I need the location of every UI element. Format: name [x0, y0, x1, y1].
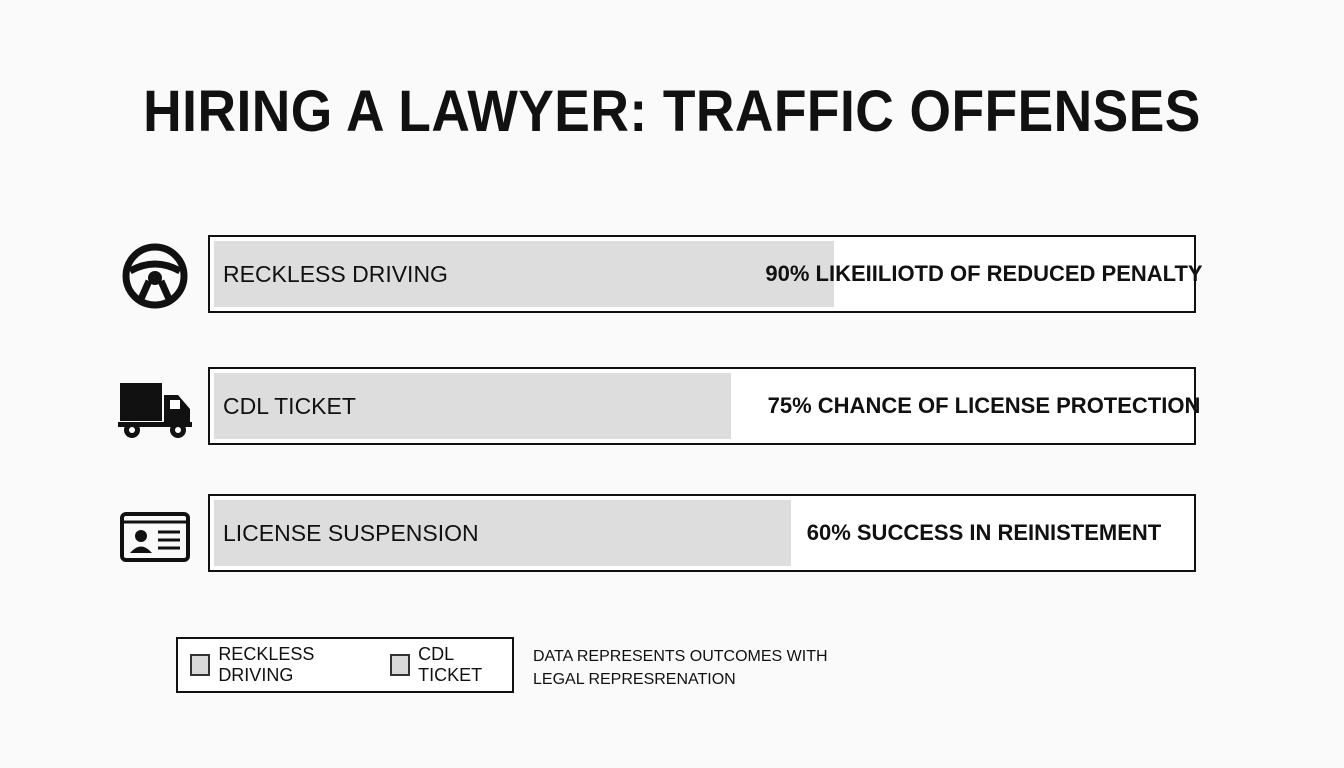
bar-label: RECKLESS DRIVING [223, 260, 448, 287]
legend [176, 637, 514, 693]
legend-label: RECKLESS DRIVING [218, 644, 315, 685]
bar-track [208, 367, 1201, 445]
legend-swatch [390, 654, 410, 676]
bar-row-cdl-ticket [0, 367, 1344, 453]
bar-label: LICENSE SUSPENSION [223, 519, 479, 546]
bar-label: CDL TICKET [223, 392, 356, 419]
bar-row-reckless-driving [0, 235, 1344, 321]
id-card-icon [116, 500, 194, 570]
page-title: HIRING A LAWYER: TRAFFIC OFFENSES [143, 79, 1201, 144]
bar-stat-label: 75% CHANCE OF LICENSE PROTECTION [767, 393, 1201, 418]
legend-label: CDL TICKET [418, 644, 483, 685]
bar-track [208, 494, 1196, 572]
bar-stat-label: 60% SUCCESS IN REINISTEMENT [806, 520, 1162, 545]
bar-stat-label: 90% LIKEIILIOTD OF REDUCED PENALTY [765, 261, 1203, 286]
legend-item [190, 644, 378, 686]
steering-wheel-icon [116, 241, 194, 311]
bar-track [208, 235, 1203, 313]
data-note: DATA REPRESENTS OUTCOMES WITH LEGAL REPRESRENATION [533, 648, 828, 688]
legend-item [390, 644, 512, 686]
truck-icon [116, 373, 194, 443]
bar-row-license-suspension [0, 494, 1344, 580]
legend-swatch [190, 654, 210, 676]
